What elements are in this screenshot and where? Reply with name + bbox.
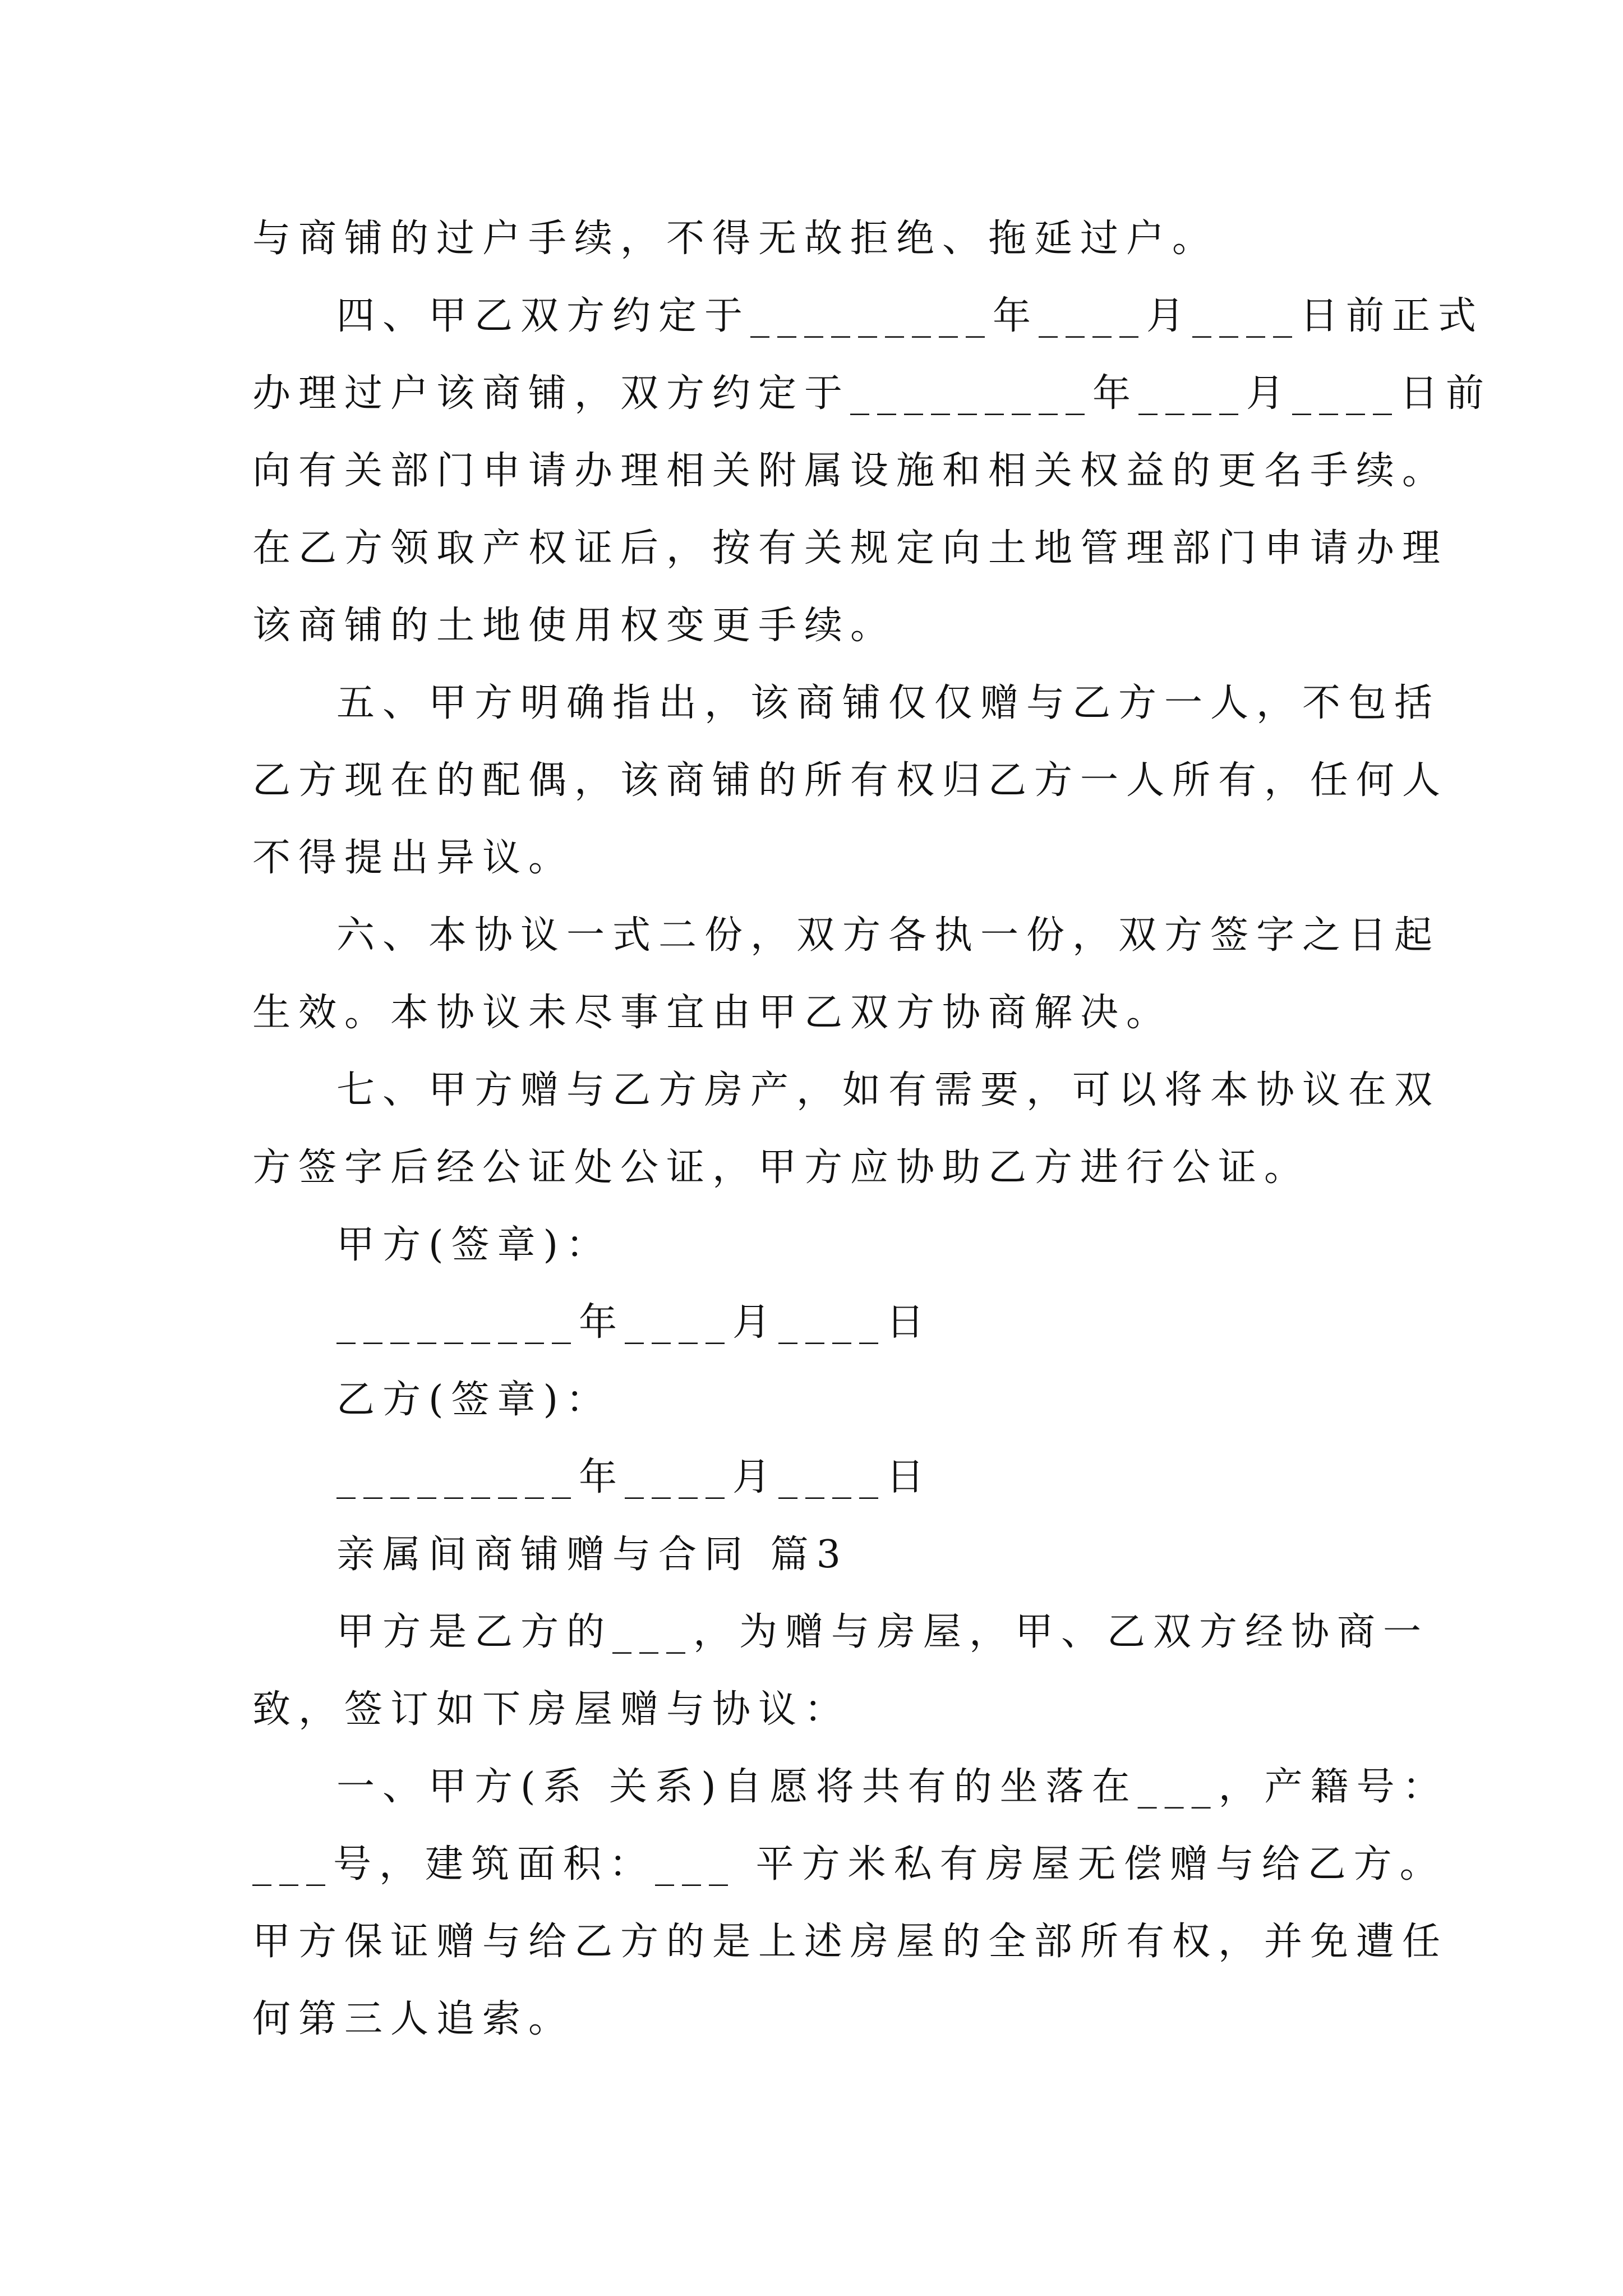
- paragraph-line: 与商铺的过户手续，不得无故拒绝、拖延过户。: [252, 217, 1219, 261]
- paragraph-line: 方签字后经公证处公证，甲方应协助乙方进行公证。: [252, 1145, 1311, 1190]
- signature-label: 乙方(签章)：: [336, 1378, 612, 1422]
- paragraph-line: 甲方保证赠与给乙方的是上述房屋的全部所有权，并免遭任: [252, 1920, 1449, 1964]
- paragraph-line: 五、甲方明确指出，该商铺仅仅赠与乙方一人，不包括: [336, 681, 1441, 725]
- paragraph-line: 甲方是乙方的___，为赠与房屋，甲、乙双方经协商一: [336, 1610, 1430, 1654]
- paragraph-line: 致，签订如下房屋赠与协议：: [252, 1687, 851, 1732]
- paragraph-line: 六、本协议一式二份，双方各执一份，双方签字之日起: [336, 913, 1441, 958]
- date-line: _________年____月____日: [336, 1455, 933, 1499]
- paragraph-line: 在乙方领取产权证后，按有关规定向土地管理部门申请办理: [252, 526, 1449, 570]
- paragraph-line: 办理过户该商铺，双方约定于_________年____月____日前: [252, 371, 1492, 416]
- paragraph-line: 向有关部门申请办理相关附属设施和相关权益的更名手续。: [252, 449, 1449, 493]
- paragraph-line: ___号，建筑面积：___ 平方米私有房屋无偿赠与给乙方。: [252, 1842, 1446, 1887]
- paragraph-line: 不得提出异议。: [252, 836, 575, 880]
- paragraph-line: 七、甲方赠与乙方房产，如有需要，可以将本协议在双: [336, 1068, 1441, 1112]
- paragraph-line: 何第三人追索。: [252, 1997, 575, 2041]
- paragraph-line: 四、甲乙双方约定于_________年____月____日前正式: [336, 294, 1484, 338]
- signature-label: 甲方(签章)：: [336, 1223, 612, 1267]
- paragraph-line: 乙方现在的配偶，该商铺的所有权归乙方一人所有，任何人: [252, 758, 1449, 803]
- date-line: _________年____月____日: [336, 1300, 933, 1345]
- paragraph-line: 该商铺的土地使用权变更手续。: [252, 604, 897, 648]
- paragraph-line: 一、甲方(系 关系)自愿将共有的坐落在___，产籍号：: [336, 1765, 1449, 1809]
- paragraph-line: 生效。本协议未尽事宜由甲乙双方协商解决。: [252, 991, 1173, 1035]
- section-heading: 亲属间商铺赠与合同 篇3: [336, 1533, 849, 1577]
